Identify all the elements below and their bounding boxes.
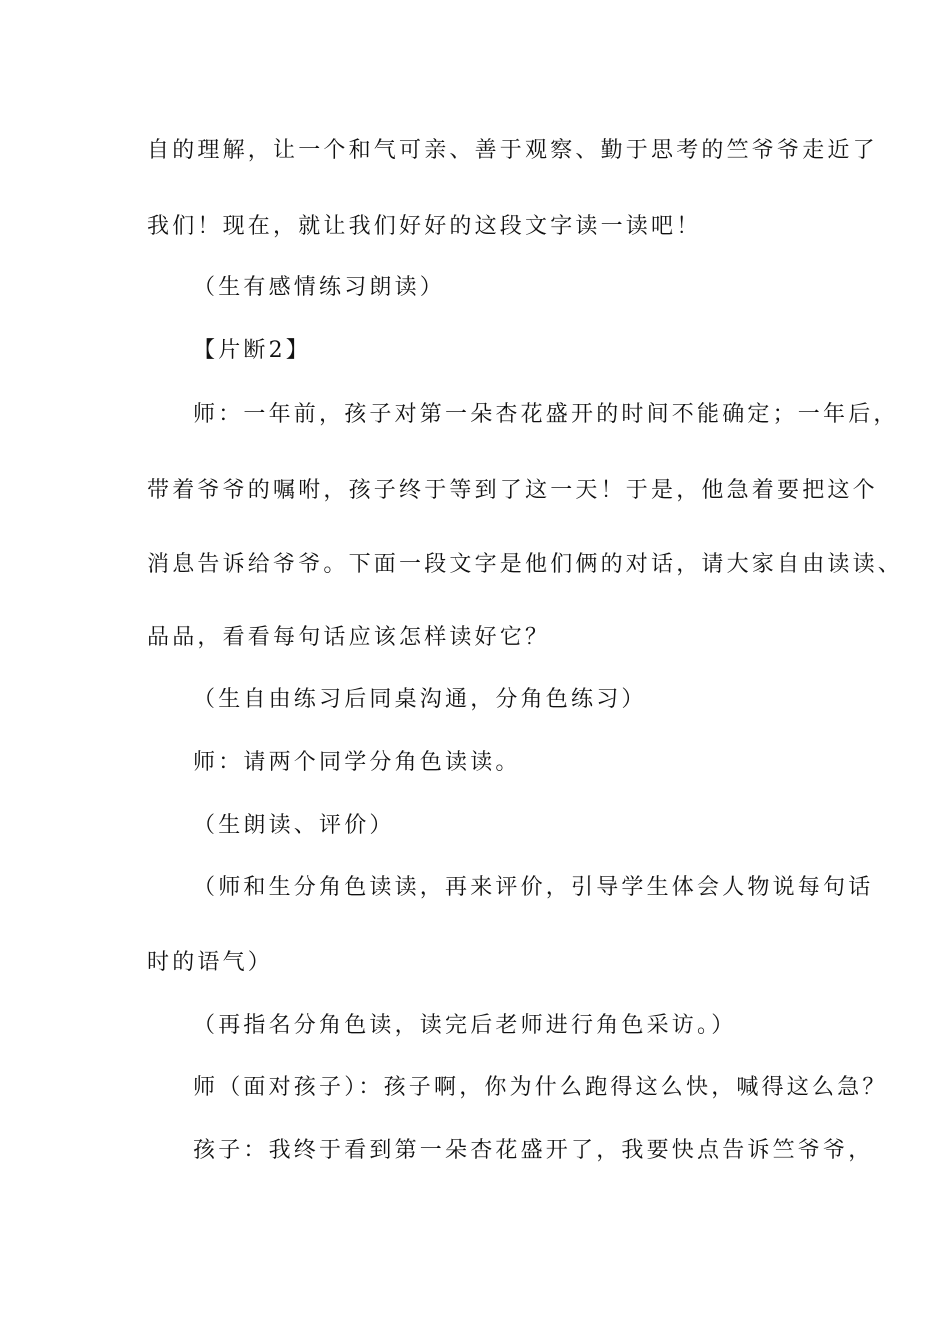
text-line: 时的语气） [147,950,274,975]
stage-direction: （生朗读、评价） [193,813,395,838]
text-line: 自的理解，让一个和气可亲、善于观察、勤于思考的竺爷爷走近了 [147,138,878,163]
dialogue-line: 师（面对孩子）：孩子啊，你为什么跑得这么快，喊得这么急？ [193,1075,888,1100]
section-heading: 【片断2】 [193,338,311,363]
text-line: 师：一年前，孩子对第一朵杏花盛开的时间不能确定；一年后， [193,402,899,427]
text-line: 师：请两个同学分角色读读。 [193,750,521,775]
text-line: 消息告诉给爷爷。下面一段文字是他们俩的对话，请大家自由读读、 [147,552,904,577]
text-line: 带着爷爷的嘱咐，孩子终于等到了这一天！于是，他急着要把这个 [147,478,878,503]
dialogue-line: 孩子：我终于看到第一朵杏花盛开了，我要快点告诉竺爷爷， [193,1138,874,1163]
text-line: 我们！现在，就让我们好好的这段文字读一读吧！ [147,214,702,239]
stage-direction: （生自由练习后同桌沟通，分角色练习） [193,687,647,712]
stage-direction: （生有感情练习朗读） [193,275,446,300]
text-line: 品品，看看每句话应该怎样读好它？ [147,625,551,650]
stage-direction: （再指名分角色读，读完后老师进行角色采访。） [193,1013,737,1038]
stage-direction: （师和生分角色读读，再来评价，引导学生体会人物说每句话 [193,875,874,900]
